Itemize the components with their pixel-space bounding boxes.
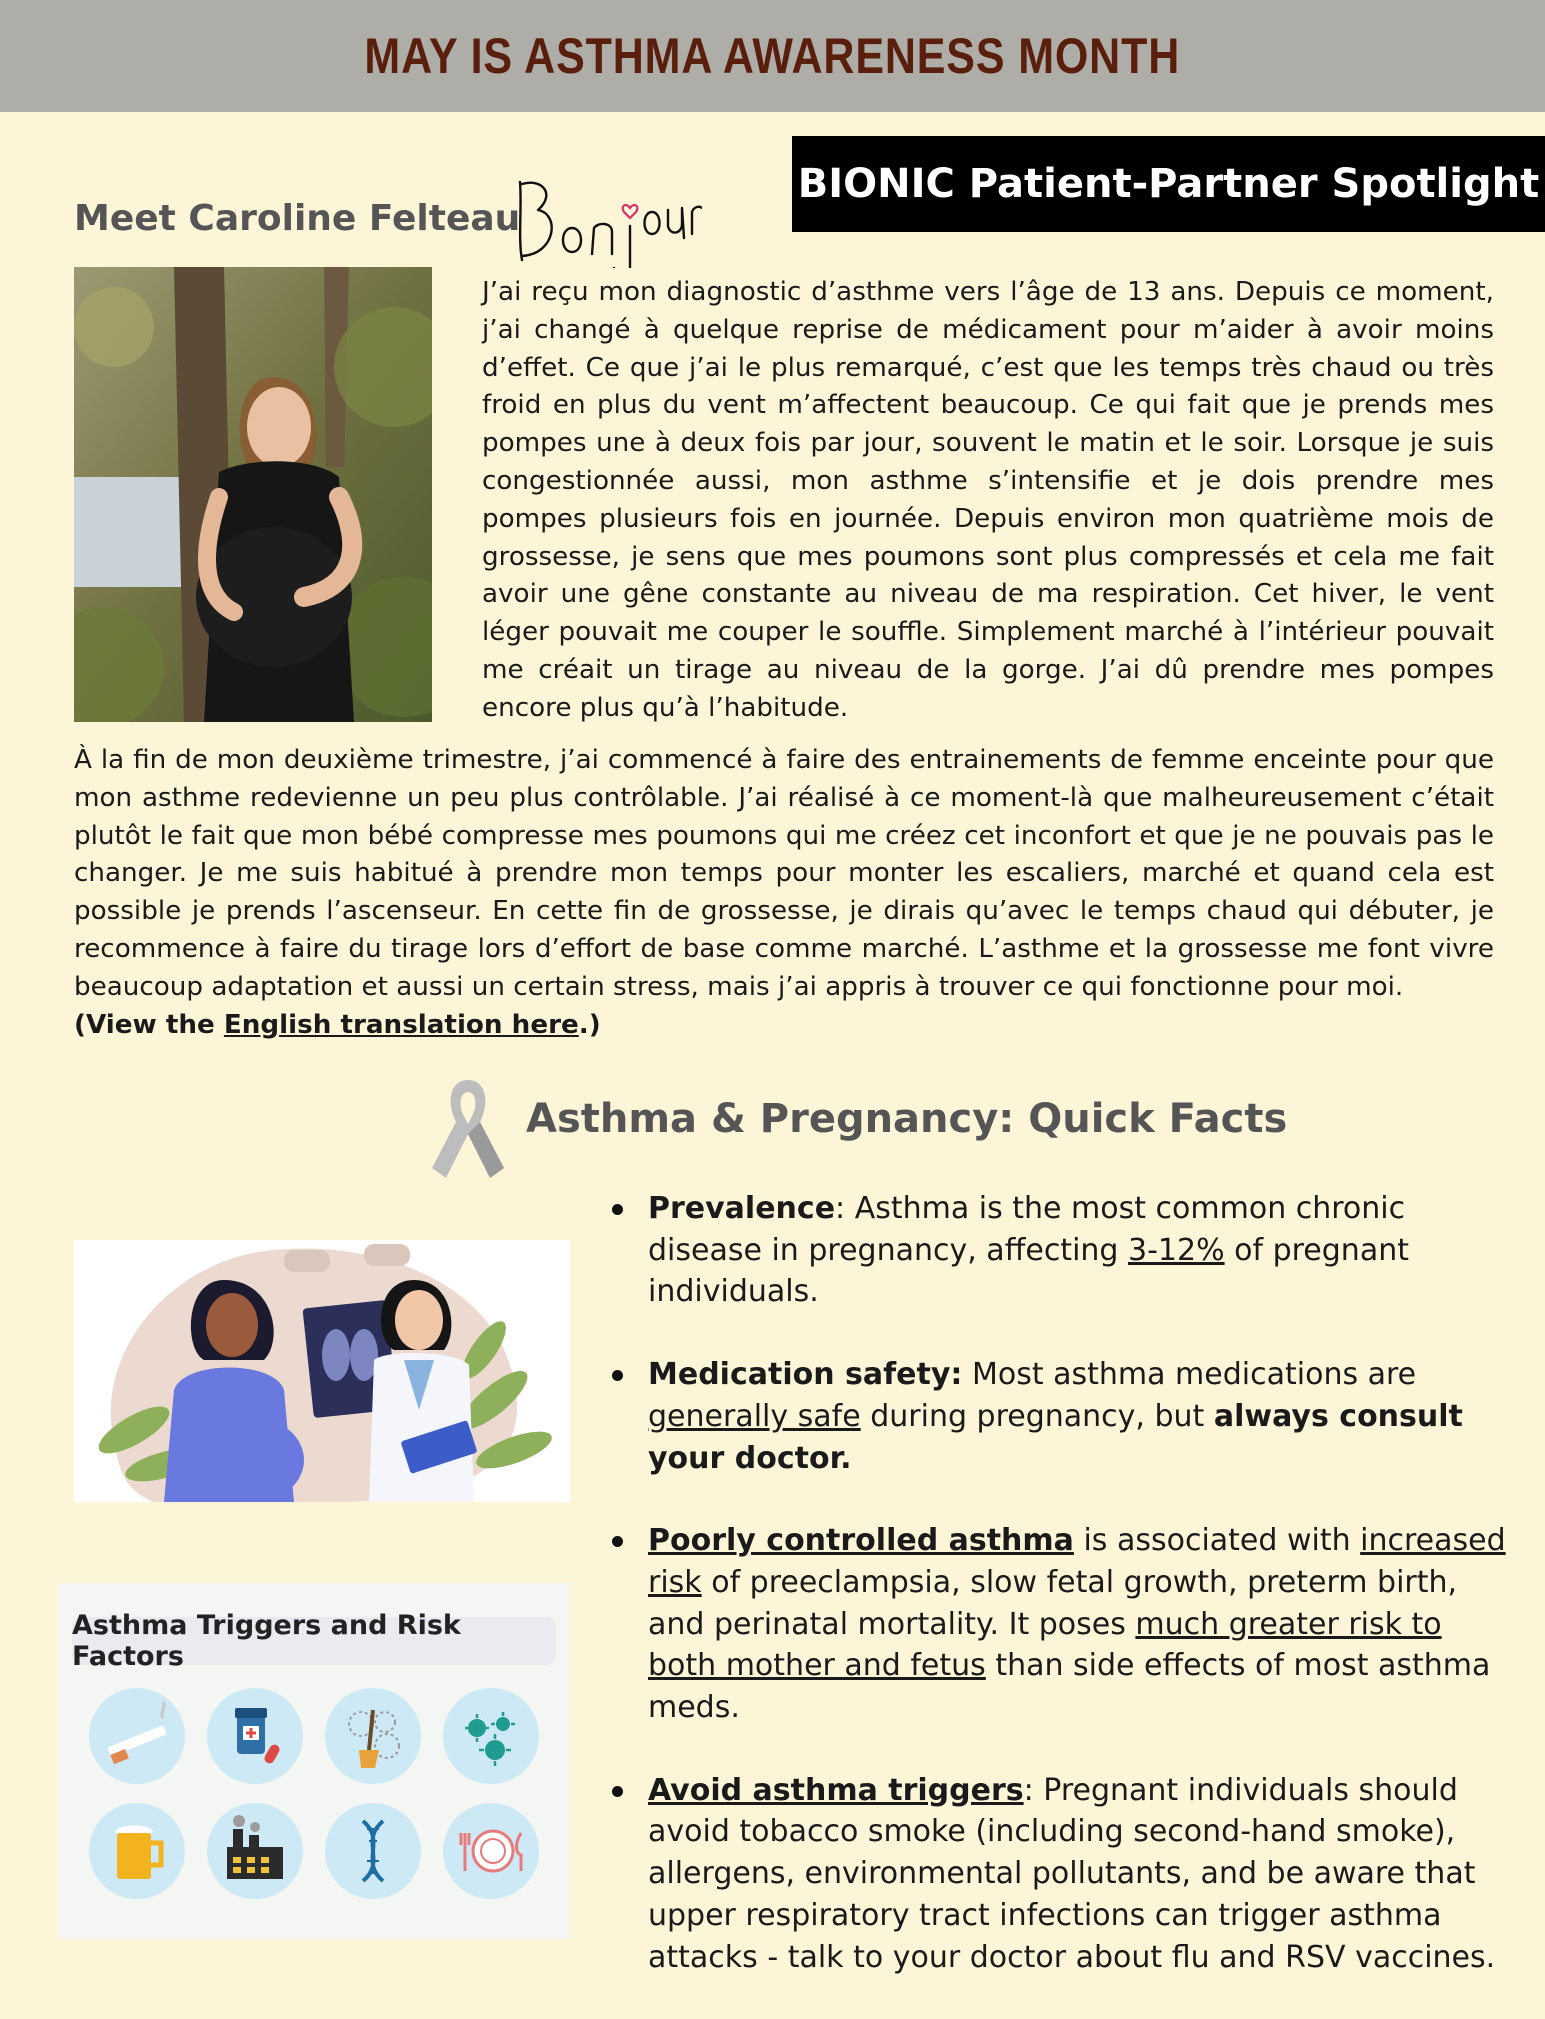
translation-close: .) <box>578 1009 601 1040</box>
translation-open: (View the <box>74 1009 224 1040</box>
prevalence-link[interactable]: 3-12% <box>1128 1232 1225 1268</box>
fact-text: of preeclampsia, slow fetal growth, preterm birth, and perinatal mortality. It poses <box>648 1564 1458 1642</box>
spotlight-label: BIONIC Patient-Partner Spotlight <box>792 136 1545 232</box>
food-plate-icon <box>443 1803 539 1899</box>
fact-medication-safety <box>610 1354 1510 1479</box>
factory-icon <box>207 1803 303 1899</box>
fact-prevalence-label: Prevalence <box>648 1191 836 1226</box>
fact-text: Most asthma medications are <box>962 1357 1417 1393</box>
quick-facts-title: Asthma & Pregnancy: Quick Facts <box>526 1096 1288 1142</box>
dust-icon <box>325 1688 421 1784</box>
quick-facts-list <box>610 1188 1510 2019</box>
top-banner <box>0 0 1545 112</box>
fact-prevalence <box>610 1188 1510 1313</box>
triggers-title: Asthma Triggers and Risk Factors <box>72 1617 556 1665</box>
generally-safe-link[interactable]: generally safe <box>648 1398 861 1434</box>
fact-avoid-triggers <box>610 1770 1510 1979</box>
beer-icon <box>89 1803 185 1899</box>
avoid-triggers-link[interactable]: Avoid asthma triggers <box>648 1772 1024 1808</box>
english-translation-link[interactable]: English translation here <box>223 1009 579 1040</box>
story-paragraph-2: À la fin de mon deuxième trimestre, j’ai commencé à faire des entrainements de femme enceinte pour que mon asthme redevienne un peu plus contrôlable. J’ai réalisé à ce moment-là que malheureusement c’était plutôt le fait que mon bébé compresse mes poumons qui me créez cet inconfort et que je ne pouvais pas le changer. Je me suis habitué à prendre mon temps pour monter les escaliers, marché et quand cela est possible je prends l’ascenseur. En cette fin de grossesse, je dirais qu’avec le temps chaud qui débuter, je recommence à faire du tirage lors d’effort de base comme marché. L’asthme et la grossesse me font vivre beaucoup adaptation et aussi un certain stress, mais j’ai appris à trouver ce qui fonctionne pour moi. <box>74 745 1494 1002</box>
bonjour-handwriting <box>512 168 702 268</box>
story-paragraph-2-block <box>74 742 1494 1044</box>
medication-icon <box>207 1688 303 1784</box>
translation-line <box>74 1010 601 1040</box>
banner-title: MAY IS ASTHMA AWARENESS MONTH <box>364 28 1181 84</box>
fact-text: : Asthma is the most common chronic disease in pregnancy, affecting <box>648 1191 1406 1268</box>
fact-text: than side effects of most asthma meds. <box>648 1648 1491 1726</box>
triggers-panel <box>58 1583 570 1939</box>
meet-heading: Meet Caroline Felteau <box>74 198 521 239</box>
pregnancy-doctor-illustration <box>74 1240 570 1502</box>
caroline-photo <box>74 267 432 722</box>
fact-medication-label: Medication safety: <box>648 1357 963 1393</box>
virus-icon <box>443 1688 539 1784</box>
fact-text: during pregnancy, but <box>860 1398 1214 1434</box>
increased-risk-link[interactable]: increased risk <box>648 1523 1506 1600</box>
poorly-controlled-link[interactable]: Poorly controlled asthma <box>648 1523 1074 1559</box>
story-paragraph-1: J’ai reçu mon diagnostic d’asthme vers l’âge de 13 ans. Depuis ce moment, j’ai changé à quelque reprise de médicament pour m’aider à avoir moins d’effet. Ce que j’ai le plus remarqué, c’est que les temps très chaud ou très froid en plus du vent m’affectent beaucoup. Ce qui fait que je prends mes pompes une à deux fois par jour, souvent le matin et le soir. Lorsque je suis congestionnée aussi, mon asthme s’intensifie et je dois prendre mes pompes plusieurs fois en journée. Depuis environ mon quatrième mois de grossesse, je sens que mes poumons sont plus compressés et cela me fait avoir une gêne constante au niveau de ma respiration. Cet hiver, le vent léger pouvait me couper le souffle. Simplement marché à l’intérieur pouvait me créait un tirage au niveau de la gorge. J’ai dû prendre mes pompes encore plus qu’à l’habitude. <box>482 277 1494 723</box>
fact-text: is associated with <box>1073 1523 1361 1559</box>
fact-consult-doctor: always consult your doctor. <box>648 1398 1463 1476</box>
greater-risk-link[interactable]: much greater risk to both mother and fetus <box>648 1606 1442 1684</box>
fact-text: : Pregnant individuals should avoid tobacco smoke (including second-hand smoke), allergens, environmental pollutants, and be aware that upper respiratory tract infections can trigger asthma attacks - talk to your doctor about flu and RSV vaccines. <box>648 1772 1496 1975</box>
fact-poorly-controlled <box>610 1520 1510 1729</box>
cigarette-icon <box>89 1688 185 1784</box>
dna-icon <box>325 1803 421 1899</box>
fact-text: of pregnant individuals. <box>648 1232 1409 1310</box>
awareness-ribbon-icon <box>428 1072 508 1184</box>
